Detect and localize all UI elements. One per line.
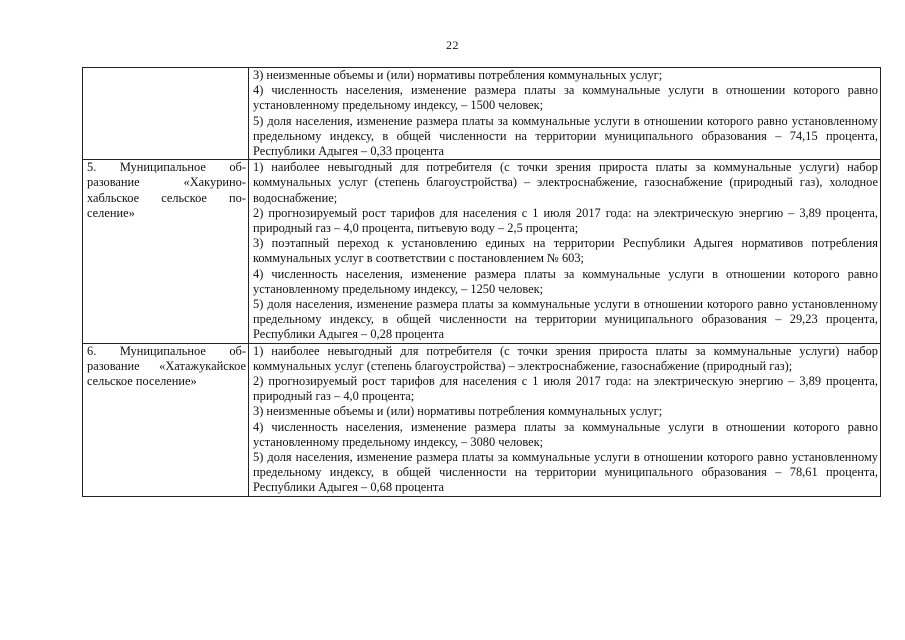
conditions-cell [249, 343, 881, 496]
table-row [83, 343, 881, 496]
list-item: 3) неизменные объемы и (или) нормативы потребления коммунальных услуг; [253, 404, 663, 419]
list-item: 5) доля населения, изменение размера платы за коммунальные услуги в отношении которого равно установленному предельному индексу, в общей численности на территории муниципального образования – 78,61 процента, Республики Адыгея – 0,68 процента [253, 450, 878, 495]
list-item: 4) численность населения, изменение размера платы за коммунальные услуги в отношении которого равно установленному предельному индексу, – 1500 человек; [253, 83, 878, 113]
municipalities-table [82, 67, 881, 497]
municipality-name: 6. Муниципальное образование «Хатажукайское сельское поселение» [87, 343, 246, 389]
list-item: 5) доля населения, изменение размера платы за коммунальные услуги в отношении которого равно установленному предельному индексу, в общей численности на территории муниципального образования – 74,15 процента, Республики Адыгея – 0,33 процента [253, 113, 878, 159]
list-item: 3) неизменные объемы и (или) нормативы потребления коммунальных услуг; [253, 68, 663, 82]
list-item: 5) доля населения, изменение размера платы за коммунальные услуги в отношении которого равно установленному предельному индексу, в общей численности на территории муниципального образования – 29,23 процента, Республики Адыгея – 0,28 процента [253, 297, 878, 342]
list-item: 3) поэтапный переход к установлению единых на территории Республики Адыгея нормативов потребления коммунальных услуг в соответствии с постановлением № 603; [253, 236, 878, 266]
list-item: 2) прогнозируемый рост тарифов для населения с 1 июля 2017 года: на электрическую энергию – 3,89 процента, природный газ – 4,0 процента; [253, 374, 878, 404]
municipality-name: 5. Муниципальное образование «Хакуринохабльское сельское поселение» [87, 160, 246, 220]
conditions-cell [249, 160, 881, 343]
list-item: 4) численность населения, изменение размера платы за коммунальные услуги в отношении которого равно установленному предельному индексу, – 1250 человек; [253, 266, 878, 296]
municipality-cell [83, 343, 249, 496]
list-item: 1) наиболее невыгодный для потребителя (с точки зрения прироста платы за коммунальные услуги) набор коммунальных услуг (степень благоустройства) – электроснабжение, газоснабжение (природный газ); [253, 343, 878, 373]
page-number: 22 [446, 38, 459, 52]
list-item: 2) прогнозируемый рост тарифов для населения с 1 июля 2017 года: на электрическую энергию – 3,89 процента, природный газ – 4,0 процента, питьевую воду – 2,5 процента; [253, 205, 878, 236]
conditions-cell [249, 68, 881, 160]
municipality-cell [83, 68, 249, 160]
table-row [83, 160, 881, 343]
list-item: 1) наиболее невыгодный для потребителя (с точки зрения прироста платы за коммунальные услуги) набор коммунальных услуг (степень благоустройства) – электроснабжение, газоснабжение (природный газ), холодное водоснабжение; [253, 160, 878, 205]
municipality-cell [83, 160, 249, 343]
table-row [83, 68, 881, 160]
list-item: 4) численность населения, изменение размера платы за коммунальные услуги в отношении которого равно установленному предельному индексу, – 3080 человек; [253, 419, 878, 449]
